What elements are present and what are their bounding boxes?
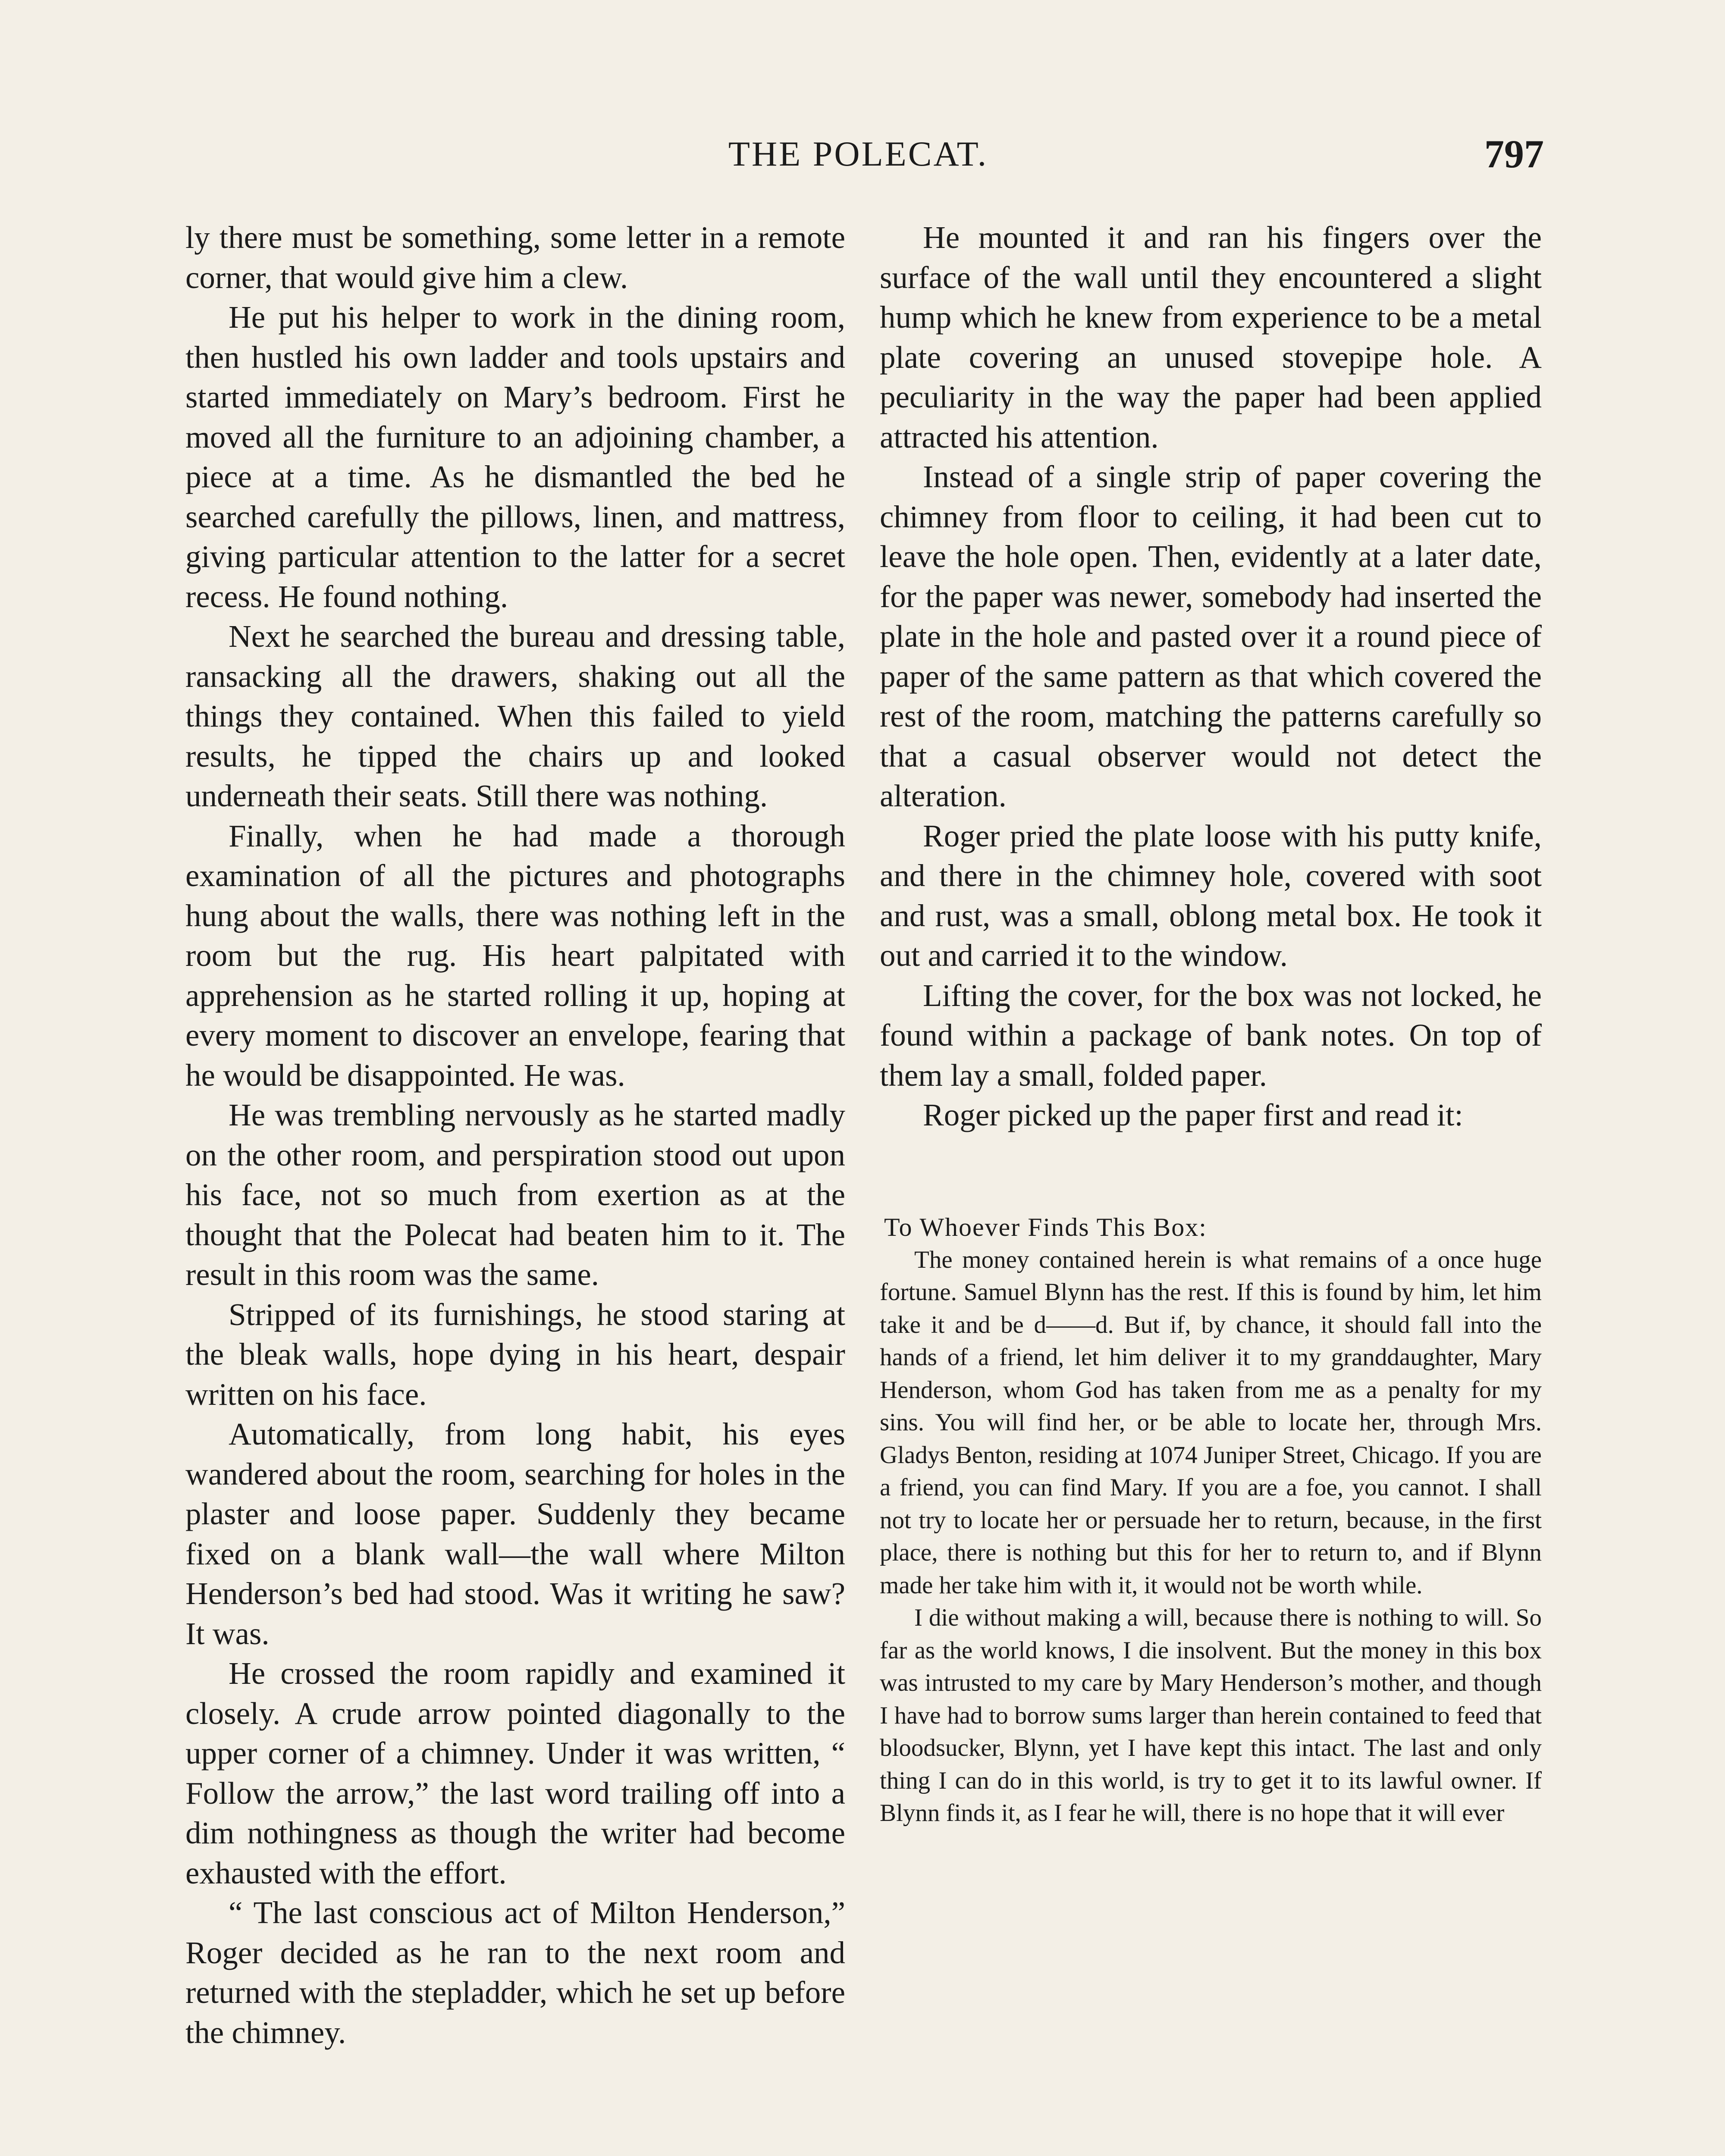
paragraph: Finally, when he had made a thorough examination of all the pictures and photographs hung about the walls, there was nothing left in the room but the rug. His heart palpitated with apprehension as he started rolling it up, hoping at every moment to discover an envelope, fearing that he would be disappointed. He was. <box>185 818 845 1093</box>
paragraph: Automatically, from long habit, his eyes wandered about the room, searching for holes in the plaster and loose paper. Suddenly they became fixed on a blank wall—the wall where Milton Henderson’s bed had stood. Was it writing he saw? It was. <box>185 1416 845 1651</box>
paragraph: Roger picked up the paper first and read it: <box>923 1097 1463 1132</box>
paragraph: He was trembling nervously as he started madly on the other room, and perspiration stood out upon his face, not so much from exertion as at the thought that the Polecat had beaten him to it. The result in this room was the same. <box>185 1097 845 1292</box>
running-title: THE POLECAT. <box>728 134 988 173</box>
letter-heading: To Whoever Finds This Box: <box>884 1213 1207 1241</box>
paragraph: Instead of a single strip of paper covering the chimney from floor to ceiling, it had been cut to leave the hole open. Then, evidently at a later date, for the paper was newer, somebody had inserted the plate in the hole and pasted over it a round piece of paper of the same pattern as that which covered the rest of the room, matching the patterns carefully so that a casual observer would not detect the alteration. <box>880 459 1542 813</box>
paragraph: He put his helper to work in the dining room, then hustled his own ladder and tools upstairs and started immediately on Mary’s bedroom. First he moved all the furniture to an adjoining chamber, a piece at a time. As he dismantled the bed he searched carefully the pillows, linen, and mattress, giving particular attention to the latter for a secret recess. He found nothing. <box>185 300 845 614</box>
paragraph: “ The last conscious act of Milton Henderson,” Roger decided as he ran to the next room and returned with the stepladder, which he set up before the chimney. <box>185 1895 845 2050</box>
paragraph: Next he searched the bureau and dressing table, ransacking all the drawers, shaking out all the things they contained. When this failed to yield results, he tipped the chairs up and looked underneath their seats. Still there was nothing. <box>185 619 845 813</box>
paragraph: He crossed the room rapidly and examined it closely. A crude arrow pointed diagonally to the upper corner of a chimney. Under it was written, “ Follow the arrow,” the last word trailing off into a dim nothingness as though the writer had become exhausted with the effort. <box>185 1656 845 1890</box>
paragraph: ly there must be something, some letter in a remote corner, that would give him a clew. <box>185 220 845 295</box>
page-number: 797 <box>1484 132 1544 176</box>
right-column <box>880 218 1542 1830</box>
page-header <box>172 134 1544 190</box>
letter-paragraph: I die without making a will, because there is nothing to will. So far as the world knows, I die insolvent. But the money in this box was intrusted to my care by Mary Henderson’s mother, and though I have had to borrow sums larger than herein contained to feed that bloodsucker, Blynn, yet I have kept this intact. The last and only thing I can do in this world, is try to get it to its lawful owner. If Blynn finds it, as I fear he will, there is no hope that it will ever <box>880 1604 1542 1827</box>
letter-paragraph: The money contained herein is what remains of a once huge fortune. Samuel Blynn has the rest. If this is found by him, let him take it and be d——d. But if, by chance, it should fall into the hands of a friend, let him deliver it to my granddaughter, Mary Henderson, whom God has taken from me as a penalty for my sins. You will find her, or be able to locate her, through Mrs. Gladys Benton, residing at 1074 Juniper Street, Chicago. If you are a friend, you can find Mary. If you are a foe, you cannot. I shall not try to locate her or persuade her to return, because, in the first place, there is nothing but this for her to return to, and if Blynn made her take him with it, it would not be worth while. <box>880 1246 1542 1599</box>
quoted-letter <box>880 1211 1542 1830</box>
paragraph: He mounted it and ran his fingers over the surface of the wall until they encountered a slight hump which he knew from experience to be a metal plate covering an unused stovepipe hole. A peculiarity in the way the paper had been applied attracted his attention. <box>880 220 1542 454</box>
paragraph: Stripped of its furnishings, he stood staring at the bleak walls, hope dying in his heart, despair written on his face. <box>185 1297 845 1412</box>
paragraph: Lifting the cover, for the box was not locked, he found within a package of bank notes. On top of them lay a small, folded paper. <box>880 978 1542 1093</box>
left-column <box>185 218 845 2053</box>
paragraph: Roger pried the plate loose with his putty knife, and there in the chimney hole, covered with soot and rust, was a small, oblong metal box. He took it out and carried it to the window. <box>880 818 1542 973</box>
